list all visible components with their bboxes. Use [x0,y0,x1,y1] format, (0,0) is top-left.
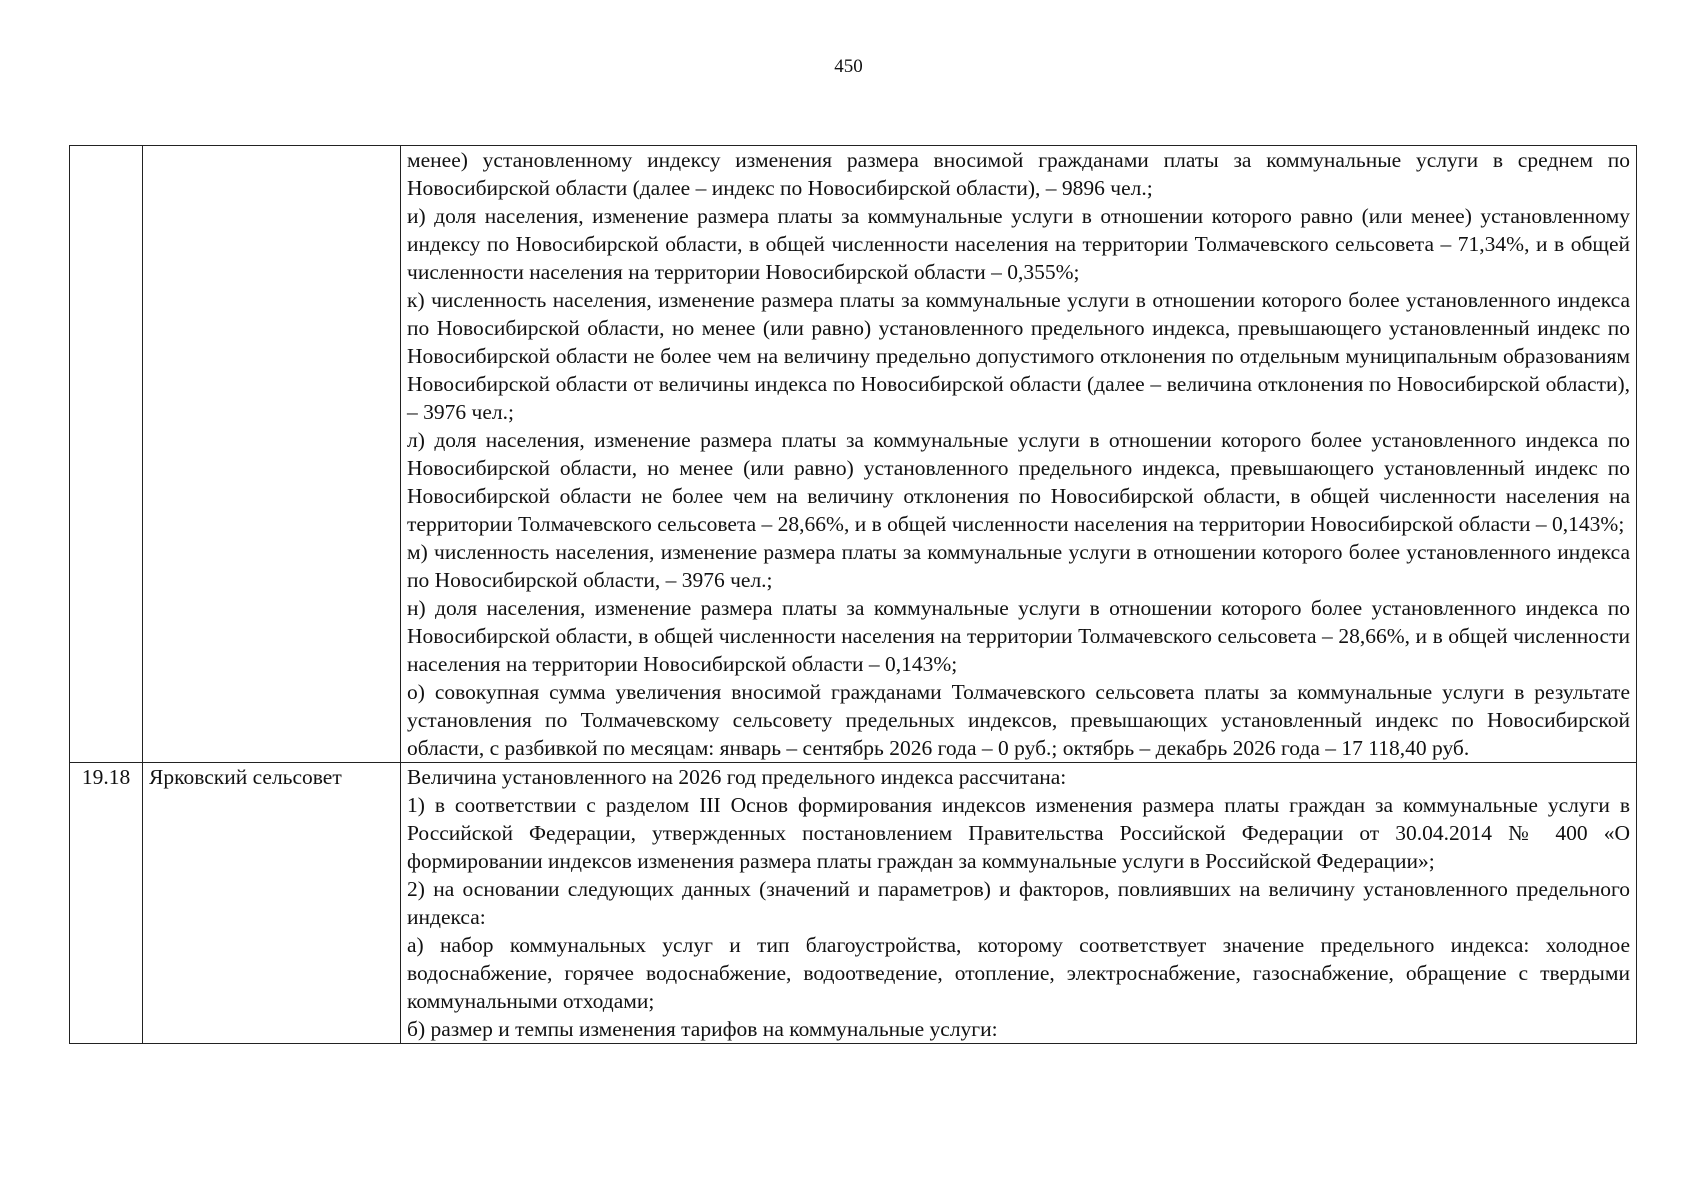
page-number: 450 [834,56,863,77]
paragraph: и) доля населения, изменение размера платы за коммунальные услуги в отношении которого равно (или менее) установленному индексу по Новосибирской области, в общей численности населения на территории Толмачевского сельсовета – 71,34%, и в общей численности населения на территории Новосибирской области – 0,355%; [407,204,1630,284]
description-cell [401,763,1637,1044]
paragraph: менее) установленному индексу изменения размера вносимой гражданами платы за коммунальные услуги в среднем по Новосибирской области (далее – индекс по Новосибирской области), – 9896 чел.; [407,148,1630,200]
description-cell [401,146,1637,763]
row-number-cell: 19.18 [70,763,143,1044]
paragraph: м) численность населения, изменение размера платы за коммунальные услуги в отношении которого более установленного индекса по Новосибирской области, – 3976 чел.; [407,540,1630,592]
paragraph: н) доля населения, изменение размера платы за коммунальные услуги в отношении которого более установленного индекса по Новосибирской области, в общей численности населения на территории Толмачевского сельсовета – 28,66%, и в общей численности населения на территории Новосибирской области – 0,143%; [407,596,1630,676]
paragraph: л) доля населения, изменение размера платы за коммунальные услуги в отношении которого более установленного индекса по Новосибирской области, но менее (или равно) установленного предельного индекса, превышающего установленный индекс по Новосибирской области не более чем на величину отклонения по Новосибирской области, в общей численности населения на территории Толмачевского сельсовета – 28,66%, и в общей численности населения на территории Новосибирской области – 0,143%; [407,428,1630,536]
paragraph: к) численность населения, изменение размера платы за коммунальные услуги в отношении которого более установленного индекса по Новосибирской области, но менее (или равно) установленного предельного индекса, превышающего установленный индекс по Новосибирской области не более чем на величину предельно допустимого отклонения по отдельным муниципальным образованиям Новосибирской области от величины индекса по Новосибирской области (далее – величина отклонения по Новосибирской области), – 3976 чел.; [407,288,1630,424]
paragraph: 2) на основании следующих данных (значений и параметров) и факторов, повлиявших на величину установленного предельного индекса: [407,877,1630,929]
paragraph: б) размер и темпы изменения тарифов на коммунальные услуги: [407,1017,998,1041]
table-row [70,146,1637,763]
municipality-name-cell: Ярковский сельсовет [143,763,401,1044]
paragraph: Величина установленного на 2026 год предельного индекса рассчитана: [407,765,1067,789]
document-table [69,145,1637,1044]
paragraph: о) совокупная сумма увеличения вносимой гражданами Толмачевского сельсовета платы за коммунальные услуги в результате установления по Толмачевскому сельсовету предельных индексов, превышающих установленный индекс по Новосибирской области, с разбивкой по месяцам: январь – сентябрь 2026 года – 0 руб.; октябрь – декабрь 2026 года – 17 118,40 руб. [407,680,1630,760]
paragraph: а) набор коммунальных услуг и тип благоустройства, которому соответствует значение предельного индекса: холодное водоснабжение, горячее водоснабжение, водоотведение, отопление, электроснабжение, газоснабжение, обращение с твердыми коммунальными отходами; [407,933,1630,1013]
row-number-cell [70,146,143,763]
municipality-name-cell [143,146,401,763]
paragraph: 1) в соответствии с разделом III Основ формирования индексов изменения размера платы граждан за коммунальные услуги в Российской Федерации, утвержденных постановлением Правительства Российской Федерации от 30.04.2014 № 400 «О формировании индексов изменения размера платы граждан за коммунальные услуги в Российской Федерации»; [407,793,1630,873]
table-row [70,763,1637,1044]
